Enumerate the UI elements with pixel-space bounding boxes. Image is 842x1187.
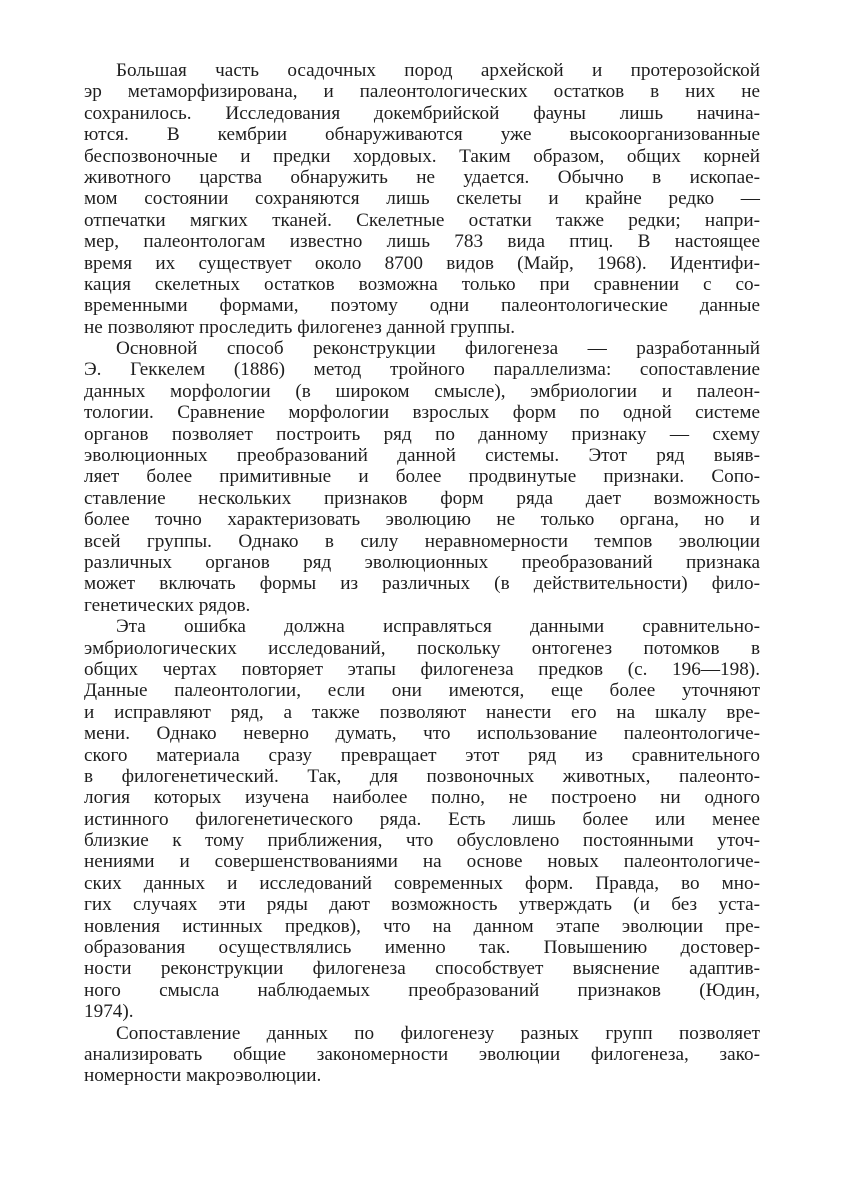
text-line: отпечатки мягких тканей. Скелетные остатки также редки; напри-	[84, 209, 760, 231]
text-line: мом состоянии сохраняются лишь скелеты и крайне редко —	[84, 188, 760, 210]
text-line: эр метаморфизирована, и палеонтологических остатков в них не	[84, 81, 760, 103]
text-line: различных органов ряд эволюционных преобразований признака	[84, 551, 760, 573]
text-line: Большая часть осадочных пород архейской и протерозойской	[116, 60, 760, 81]
text-line: Эта ошибка должна исправляться данными сравнительно-	[116, 616, 760, 638]
text-line: 1974).	[84, 1001, 134, 1023]
text-line: образования осуществлялись именно так. Повышению достовер-	[84, 937, 760, 959]
text-line: беспозвоночные и предки хордовых. Таким образом, общих корней	[84, 145, 760, 167]
text-line: истинного филогенетического ряда. Есть лишь более или менее	[84, 808, 760, 830]
text-line: может включать формы из различных (в действительности) фило-	[84, 573, 760, 595]
text-line: гих случаях эти ряды дают возможность утверждать (и без уста-	[84, 894, 760, 916]
text-line: в филогенетический. Так, для позвоночных животных, палеонто-	[84, 765, 760, 787]
text-line: время их существует около 8700 видов (Майр, 1968). Идентифи-	[84, 252, 760, 274]
text-line: мер, палеонтологам известно лишь 783 вида птиц. В настоящее	[84, 231, 760, 253]
text-line: мени. Однако неверно думать, что использование палеонтологиче-	[84, 723, 760, 745]
text-line: всей группы. Однако в силу неравномерности темпов эволюции	[84, 530, 760, 552]
text-line: близкие к тому приближения, что обусловлено постоянными уточ-	[84, 830, 760, 852]
text-line: ного смысла наблюдаемых преобразований признаков (Юдин,	[84, 979, 760, 1001]
text-line: кация скелетных остатков возможна только при сравнении с со-	[84, 273, 760, 295]
paragraph	[84, 60, 760, 338]
text-line: ляет более примитивные и более продвинутые признаки. Сопо-	[84, 466, 760, 488]
text-line: эмбриологических исследований, поскольку онтогенез потомков в	[84, 637, 760, 659]
text-line: номерности макроэволюции.	[84, 1065, 322, 1087]
text-line: органов позволяет построить ряд по данному признаку — схему	[84, 423, 760, 445]
text-line: нениями и совершенствованиями на основе новых палеонтологиче-	[84, 851, 760, 873]
text-line: Сопоставление данных по филогенезу разных групп позволяет	[116, 1022, 760, 1044]
paragraph	[84, 616, 760, 1022]
text-line: эволюционных преобразований данной системы. Этот ряд выяв-	[84, 445, 760, 467]
text-line: животного царства обнаружить не удается. Обычно в ископае-	[84, 166, 760, 188]
text-line: ности реконструкции филогенеза способствует выяснение адаптив-	[84, 958, 760, 980]
paragraph	[84, 338, 760, 616]
text-line: тологии. Сравнение морфологии взрослых форм по одной системе	[84, 402, 760, 424]
text-line: общих чертах повторяет этапы филогенеза предков (с. 196—198).	[84, 658, 760, 680]
paragraph	[84, 1023, 760, 1087]
text-line: генетических рядов.	[84, 594, 251, 616]
text-line: ских данных и исследований современных форм. Правда, во мно-	[84, 872, 760, 894]
text-line: и исправляют ряд, а также позволяют нанести его на шкалу вре-	[84, 701, 760, 723]
text-line: Данные палеонтологии, если они имеются, еще более уточняют	[84, 680, 760, 702]
text-line: более точно характеризовать эволюцию не только органа, но и	[84, 509, 760, 531]
text-line: Основной способ реконструкции филогенеза — разработанный	[116, 338, 760, 360]
text-line: логия которых изучена наиболее полно, не построено ни одного	[84, 787, 760, 809]
text-line: данных морфологии (в широком смысле), эмбриологии и палеон-	[84, 380, 760, 402]
text-line: ются. В кембрии обнаруживаются уже высокоорганизованные	[84, 124, 760, 146]
text-line: анализировать общие закономерности эволюции филогенеза, зако-	[84, 1043, 760, 1065]
text-line: временными формами, поэтому одни палеонтологические данные	[84, 295, 760, 317]
text-line: новления истинных предков), что на данном этапе эволюции пре-	[84, 915, 760, 937]
text-line: Э. Геккелем (1886) метод тройного параллелизма: сопоставление	[84, 359, 760, 381]
text-line: не позволяют проследить филогенез данной группы.	[84, 316, 516, 338]
text-line: ставление нескольких признаков форм ряда дает возможность	[84, 487, 760, 509]
document-page	[84, 60, 760, 1087]
text-line: ского материала сразу превращает этот ряд из сравнительного	[84, 744, 760, 766]
text-line: сохранилось. Исследования докембрийской фауны лишь начина-	[84, 102, 760, 124]
